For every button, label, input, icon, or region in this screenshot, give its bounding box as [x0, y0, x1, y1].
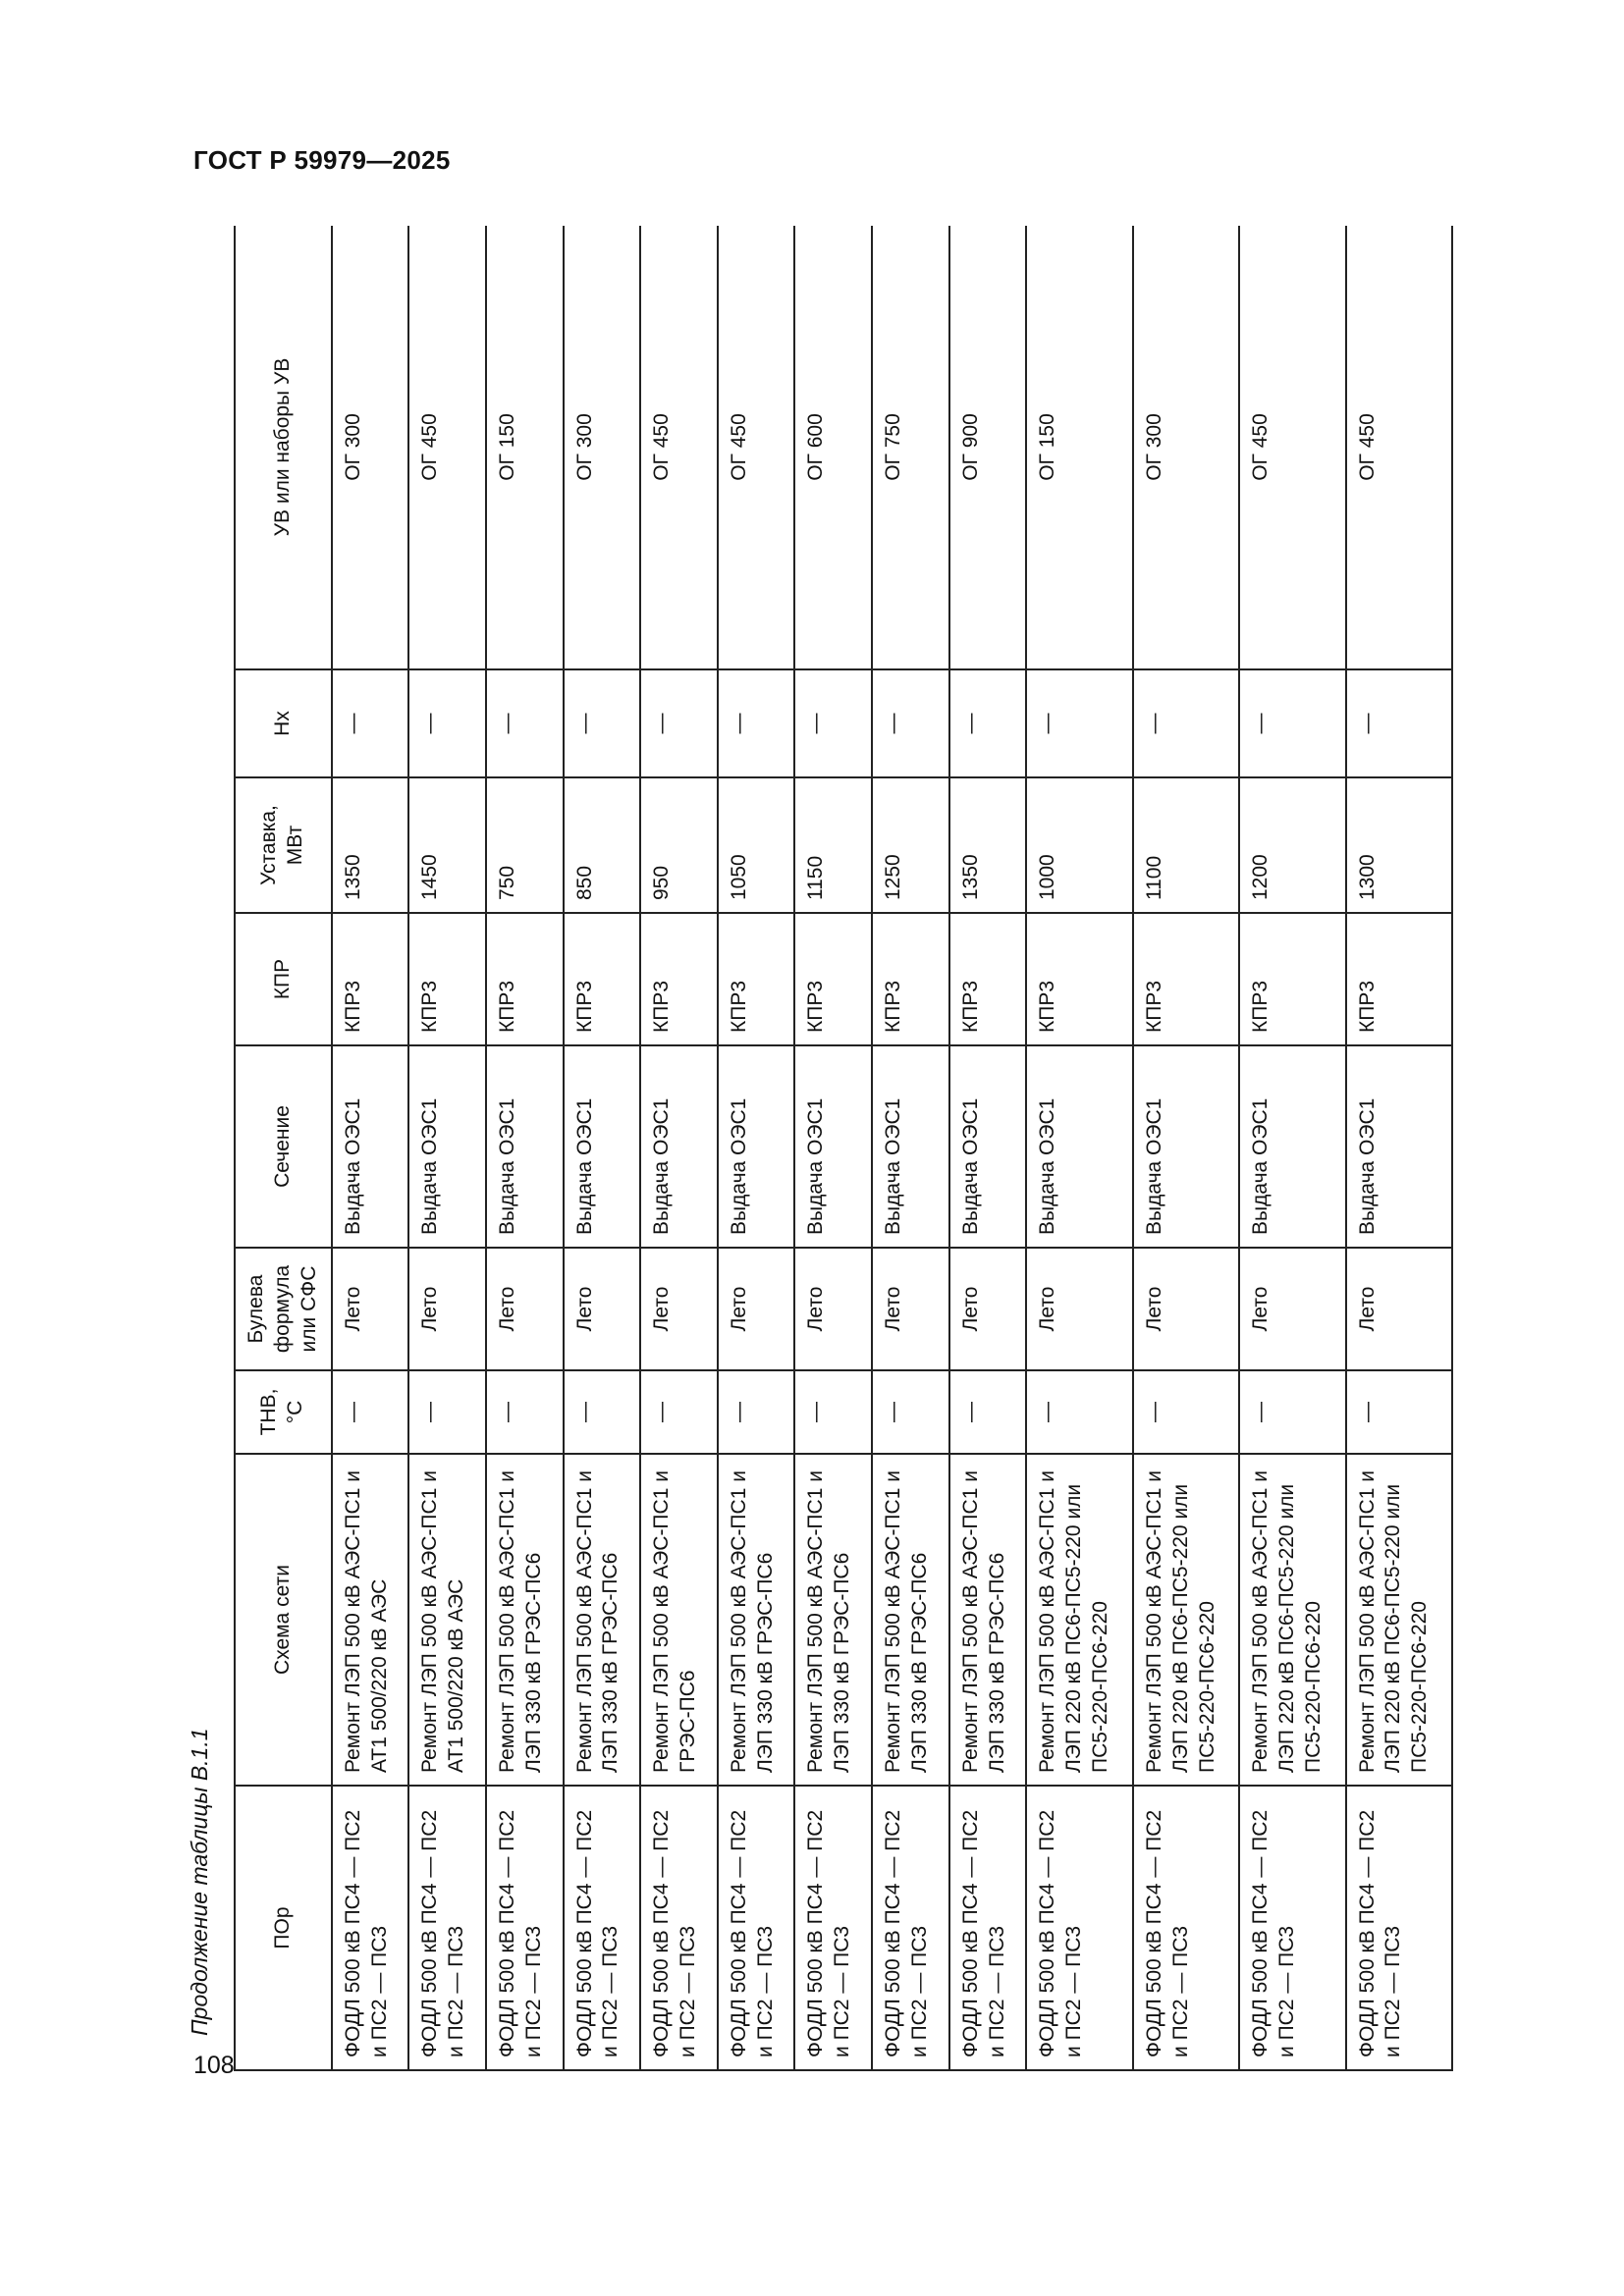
- cell-scheme: Ремонт ЛЭП 500 кВ АЭС-ПС1 и ЛЭП 330 кВ ГРЭС-ПС6: [718, 1454, 795, 1786]
- cell-section: Выдача ОЭС1: [949, 1045, 1027, 1248]
- cell-section: Выдача ОЭС1: [332, 1045, 409, 1248]
- cell-setpoint: 1350: [949, 777, 1027, 913]
- cell-scheme: Ремонт ЛЭП 500 кВ АЭС-ПС1 и ГРЭС-ПС6: [640, 1454, 718, 1786]
- table-caption: Продолжение таблицы В.1.1: [187, 1728, 212, 2036]
- cell-tnv: —: [794, 1370, 872, 1454]
- cell-tnv: —: [640, 1370, 718, 1454]
- cell-scheme: Ремонт ЛЭП 500 кВ АЭС-ПС1 и ЛЭП 220 кВ ПС6-ПС5-220 или ПС5-220-ПС6-220: [1133, 1454, 1239, 1786]
- column-header-uv: УВ или наборы УВ: [235, 226, 332, 669]
- cell-uv: ОГ 150: [486, 226, 564, 669]
- cell-por: ФОДЛ 500 кВ ПС4 — ПС2 и ПС2 — ПС3: [1133, 1786, 1239, 2070]
- cell-section: Выдача ОЭС1: [640, 1045, 718, 1248]
- cell-formula: Лето: [486, 1248, 564, 1370]
- cell-tnv: —: [718, 1370, 795, 1454]
- cell-formula: Лето: [718, 1248, 795, 1370]
- cell-nx: —: [794, 669, 872, 777]
- cell-nx: —: [718, 669, 795, 777]
- cell-setpoint: 750: [486, 777, 564, 913]
- cell-por: ФОДЛ 500 кВ ПС4 — ПС2 и ПС2 — ПС3: [486, 1786, 564, 2070]
- cell-formula: Лето: [1026, 1248, 1132, 1370]
- cell-uv: ОГ 300: [564, 226, 641, 669]
- cell-section: Выдача ОЭС1: [872, 1045, 949, 1248]
- cell-tnv: —: [408, 1370, 486, 1454]
- cell-por: ФОДЛ 500 кВ ПС4 — ПС2 и ПС2 — ПС3: [949, 1786, 1027, 2070]
- column-header-scheme: Схема сети: [235, 1454, 332, 1786]
- cell-tnv: —: [564, 1370, 641, 1454]
- cell-formula: Лето: [949, 1248, 1027, 1370]
- table-row: [640, 226, 718, 2070]
- cell-section: Выдача ОЭС1: [1239, 1045, 1345, 1248]
- cell-por: ФОДЛ 500 кВ ПС4 — ПС2 и ПС2 — ПС3: [332, 1786, 409, 2070]
- table-container: [234, 226, 1453, 2071]
- cell-kpr: КПР3: [332, 913, 409, 1045]
- cell-tnv: —: [1239, 1370, 1345, 1454]
- cell-por: ФОДЛ 500 кВ ПС4 — ПС2 и ПС2 — ПС3: [640, 1786, 718, 2070]
- cell-uv: ОГ 450: [1239, 226, 1345, 669]
- cell-tnv: —: [1346, 1370, 1452, 1454]
- table-row: [949, 226, 1027, 2070]
- cell-kpr: КПР3: [564, 913, 641, 1045]
- cell-por: ФОДЛ 500 кВ ПС4 — ПС2 и ПС2 — ПС3: [718, 1786, 795, 2070]
- cell-uv: ОГ 450: [640, 226, 718, 669]
- cell-section: Выдача ОЭС1: [408, 1045, 486, 1248]
- column-header-setpoint: Уставка, МВт: [235, 777, 332, 913]
- data-table: [234, 226, 1453, 2071]
- table-header-row: [235, 226, 332, 2070]
- cell-formula: Лето: [408, 1248, 486, 1370]
- table-row: [1133, 226, 1239, 2070]
- cell-tnv: —: [949, 1370, 1027, 1454]
- cell-setpoint: 1300: [1346, 777, 1452, 913]
- table-row: [1346, 226, 1452, 2070]
- cell-kpr: КПР3: [949, 913, 1027, 1045]
- cell-scheme: Ремонт ЛЭП 500 кВ АЭС-ПС1 и АТ1 500/220 кВ АЭС: [332, 1454, 409, 1786]
- cell-setpoint: 850: [564, 777, 641, 913]
- cell-por: ФОДЛ 500 кВ ПС4 — ПС2 и ПС2 — ПС3: [872, 1786, 949, 2070]
- table-row: [564, 226, 641, 2070]
- cell-scheme: Ремонт ЛЭП 500 кВ АЭС-ПС1 и ЛЭП 330 кВ ГРЭС-ПС6: [486, 1454, 564, 1786]
- table-row: [718, 226, 795, 2070]
- cell-setpoint: 1050: [718, 777, 795, 913]
- cell-tnv: —: [486, 1370, 564, 1454]
- cell-kpr: КПР3: [408, 913, 486, 1045]
- column-header-tnv: ТНВ, °С: [235, 1370, 332, 1454]
- table-row: [872, 226, 949, 2070]
- cell-formula: Лето: [1239, 1248, 1345, 1370]
- cell-tnv: —: [872, 1370, 949, 1454]
- column-header-nx: Нх: [235, 669, 332, 777]
- cell-kpr: КПР3: [1026, 913, 1132, 1045]
- cell-section: Выдача ОЭС1: [794, 1045, 872, 1248]
- cell-scheme: Ремонт ЛЭП 500 кВ АЭС-ПС1 и ЛЭП 330 кВ ГРЭС-ПС6: [949, 1454, 1027, 1786]
- column-header-kpr: КПР: [235, 913, 332, 1045]
- cell-uv: ОГ 600: [794, 226, 872, 669]
- cell-uv: ОГ 300: [332, 226, 409, 669]
- cell-por: ФОДЛ 500 кВ ПС4 — ПС2 и ПС2 — ПС3: [794, 1786, 872, 2070]
- cell-setpoint: 1350: [332, 777, 409, 913]
- cell-kpr: КПР3: [640, 913, 718, 1045]
- cell-setpoint: 1250: [872, 777, 949, 913]
- cell-uv: ОГ 300: [1133, 226, 1239, 669]
- page-number: 108: [193, 2052, 235, 2079]
- cell-tnv: —: [332, 1370, 409, 1454]
- cell-setpoint: 1200: [1239, 777, 1345, 913]
- cell-nx: —: [1026, 669, 1132, 777]
- cell-formula: Лето: [1133, 1248, 1239, 1370]
- cell-scheme: Ремонт ЛЭП 500 кВ АЭС-ПС1 и ЛЭП 220 кВ ПС6-ПС5-220 или ПС5-220-ПС6-220: [1239, 1454, 1345, 1786]
- cell-kpr: КПР3: [1239, 913, 1345, 1045]
- cell-uv: ОГ 450: [1346, 226, 1452, 669]
- cell-setpoint: 950: [640, 777, 718, 913]
- cell-scheme: Ремонт ЛЭП 500 кВ АЭС-ПС1 и ЛЭП 330 кВ ГРЭС-ПС6: [564, 1454, 641, 1786]
- cell-nx: —: [1133, 669, 1239, 777]
- cell-por: ФОДЛ 500 кВ ПС4 — ПС2 и ПС2 — ПС3: [564, 1786, 641, 2070]
- cell-kpr: КПР3: [1346, 913, 1452, 1045]
- table-body: [332, 226, 1452, 2070]
- cell-kpr: КПР3: [718, 913, 795, 1045]
- cell-section: Выдача ОЭС1: [1026, 1045, 1132, 1248]
- cell-uv: ОГ 450: [718, 226, 795, 669]
- cell-nx: —: [332, 669, 409, 777]
- cell-formula: Лето: [332, 1248, 409, 1370]
- cell-uv: ОГ 900: [949, 226, 1027, 669]
- table-row: [332, 226, 409, 2070]
- cell-por: ФОДЛ 500 кВ ПС4 — ПС2 и ПС2 — ПС3: [1346, 1786, 1452, 2070]
- cell-nx: —: [640, 669, 718, 777]
- cell-section: Выдача ОЭС1: [1133, 1045, 1239, 1248]
- cell-formula: Лето: [564, 1248, 641, 1370]
- cell-nx: —: [486, 669, 564, 777]
- table-row: [794, 226, 872, 2070]
- cell-nx: —: [1239, 669, 1345, 777]
- cell-scheme: Ремонт ЛЭП 500 кВ АЭС-ПС1 и ЛЭП 330 кВ ГРЭС-ПС6: [794, 1454, 872, 1786]
- table-row: [1026, 226, 1132, 2070]
- column-header-section: Сечение: [235, 1045, 332, 1248]
- cell-scheme: Ремонт ЛЭП 500 кВ АЭС-ПС1 и ЛЭП 330 кВ ГРЭС-ПС6: [872, 1454, 949, 1786]
- cell-scheme: Ремонт ЛЭП 500 кВ АЭС-ПС1 и ЛЭП 220 кВ ПС6-ПС5-220 или ПС5-220-ПС6-220: [1026, 1454, 1132, 1786]
- cell-por: ФОДЛ 500 кВ ПС4 — ПС2 и ПС2 — ПС3: [1026, 1786, 1132, 2070]
- cell-por: ФОДЛ 500 кВ ПС4 — ПС2 и ПС2 — ПС3: [408, 1786, 486, 2070]
- cell-por: ФОДЛ 500 кВ ПС4 — ПС2 и ПС2 — ПС3: [1239, 1786, 1345, 2070]
- rotated-table: [234, 226, 1453, 2071]
- table-row: [1239, 226, 1345, 2070]
- cell-tnv: —: [1026, 1370, 1132, 1454]
- cell-setpoint: 1100: [1133, 777, 1239, 913]
- cell-setpoint: 1450: [408, 777, 486, 913]
- cell-uv: ОГ 750: [872, 226, 949, 669]
- cell-kpr: КПР3: [794, 913, 872, 1045]
- cell-section: Выдача ОЭС1: [564, 1045, 641, 1248]
- cell-scheme: Ремонт ЛЭП 500 кВ АЭС-ПС1 и АТ1 500/220 кВ АЭС: [408, 1454, 486, 1786]
- cell-formula: Лето: [794, 1248, 872, 1370]
- cell-nx: —: [408, 669, 486, 777]
- table-row: [408, 226, 486, 2070]
- column-header-formula: Булева формула или СФС: [235, 1248, 332, 1370]
- cell-uv: ОГ 450: [408, 226, 486, 669]
- cell-formula: Лето: [640, 1248, 718, 1370]
- cell-kpr: КПР3: [1133, 913, 1239, 1045]
- cell-section: Выдача ОЭС1: [718, 1045, 795, 1248]
- cell-uv: ОГ 150: [1026, 226, 1132, 669]
- cell-formula: Лето: [872, 1248, 949, 1370]
- cell-section: Выдача ОЭС1: [1346, 1045, 1452, 1248]
- cell-kpr: КПР3: [486, 913, 564, 1045]
- cell-formula: Лето: [1346, 1248, 1452, 1370]
- cell-tnv: —: [1133, 1370, 1239, 1454]
- document-header: ГОСТ Р 59979—2025: [193, 145, 451, 175]
- cell-nx: —: [564, 669, 641, 777]
- cell-nx: —: [1346, 669, 1452, 777]
- cell-scheme: Ремонт ЛЭП 500 кВ АЭС-ПС1 и ЛЭП 220 кВ ПС6-ПС5-220 или ПС5-220-ПС6-220: [1346, 1454, 1452, 1786]
- cell-nx: —: [949, 669, 1027, 777]
- cell-section: Выдача ОЭС1: [486, 1045, 564, 1248]
- cell-kpr: КПР3: [872, 913, 949, 1045]
- column-header-por: ПОр: [235, 1786, 332, 2070]
- cell-nx: —: [872, 669, 949, 777]
- table-row: [486, 226, 564, 2070]
- cell-setpoint: 1000: [1026, 777, 1132, 913]
- cell-setpoint: 1150: [794, 777, 872, 913]
